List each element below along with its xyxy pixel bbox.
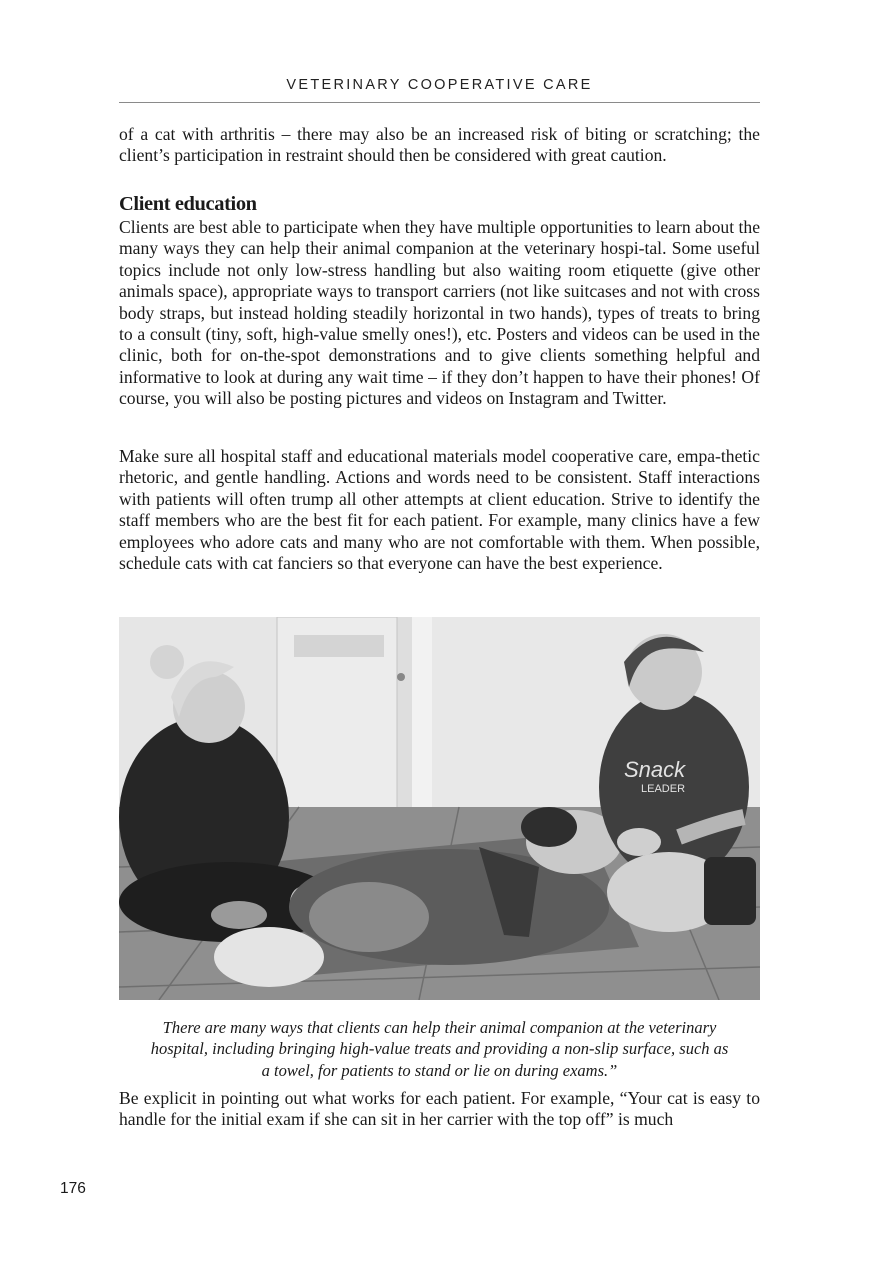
dog-ear bbox=[521, 807, 577, 847]
dog-fur-patch bbox=[309, 882, 429, 952]
paragraph-client-education-1: Clients are best able to participate when they have multiple opportunities to learn about the many ways they can help their animal companion at the veterinary hospi-tal. Some useful topics include not only low-stress handling but also waiting room etiquette (give other animals space), appropriate ways to transport carriers (not like suitcases and not with cross body straps, but instead holding steadily horizontal in two hands), types of treats to bring to a consult (tiny, soft, high-value smelly ones!), etc. Posters and videos can be used in the clinic, both for on-the-spot demonstrations and to give clients something helpful and informative to look at during any wait time – if they don’t happen to have their phones! Of course, you will also be posting pictures and videos on Instagram and Twitter. bbox=[119, 217, 761, 409]
figure-photo bbox=[119, 617, 760, 1000]
page-number: 176 bbox=[60, 1180, 86, 1197]
door-sign bbox=[294, 635, 384, 657]
door-frame bbox=[412, 617, 432, 822]
door-handle bbox=[397, 673, 405, 681]
person-right-hand bbox=[617, 828, 661, 856]
person-left-shoe bbox=[211, 901, 267, 929]
running-head: VETERINARY COOPERATIVE CARE bbox=[286, 77, 593, 93]
paragraph-client-education-2: Make sure all hospital staff and educational materials model cooperative care, empa-thetic rhetoric, and gentle handling. Actions and words need to be consistent. Staff interactions with patients will often trump all other attempts at client education. Strive to identify the staff members who are the best fit for each patient. For example, many clinics have a few employees who adore cats and many who are not comfortable with them. When possible, schedule cats with cat fanciers so that everyone can have the best experience. bbox=[119, 446, 760, 574]
figure-caption: There are many ways that clients can help their animal companion at the veterinary hospital, including bringing high-value treats and providing a non-slip surface, such as a towel, for patients to stand or lie on during exams.” bbox=[150, 1018, 729, 1080]
section-heading: Client education bbox=[119, 193, 257, 215]
photo-illustration bbox=[119, 617, 760, 1000]
dog-tail bbox=[214, 927, 324, 987]
shirt-text-line1: Snack bbox=[624, 757, 686, 782]
header-rule bbox=[119, 102, 760, 103]
treat-pouch bbox=[704, 857, 756, 925]
person-left-hair-bun bbox=[150, 645, 184, 679]
shirt-text-line2: LEADER bbox=[641, 783, 686, 795]
closing-paragraph: Be explicit in pointing out what works for each patient. For example, “Your cat is easy to handle for the initial exam if she can sit in her carrier with the top off” is much bbox=[119, 1088, 760, 1130]
continued-paragraph: of a cat with arthritis – there may also be an increased risk of biting or scratching; the client’s participation in restraint should then be considered with great caution. bbox=[119, 124, 760, 166]
